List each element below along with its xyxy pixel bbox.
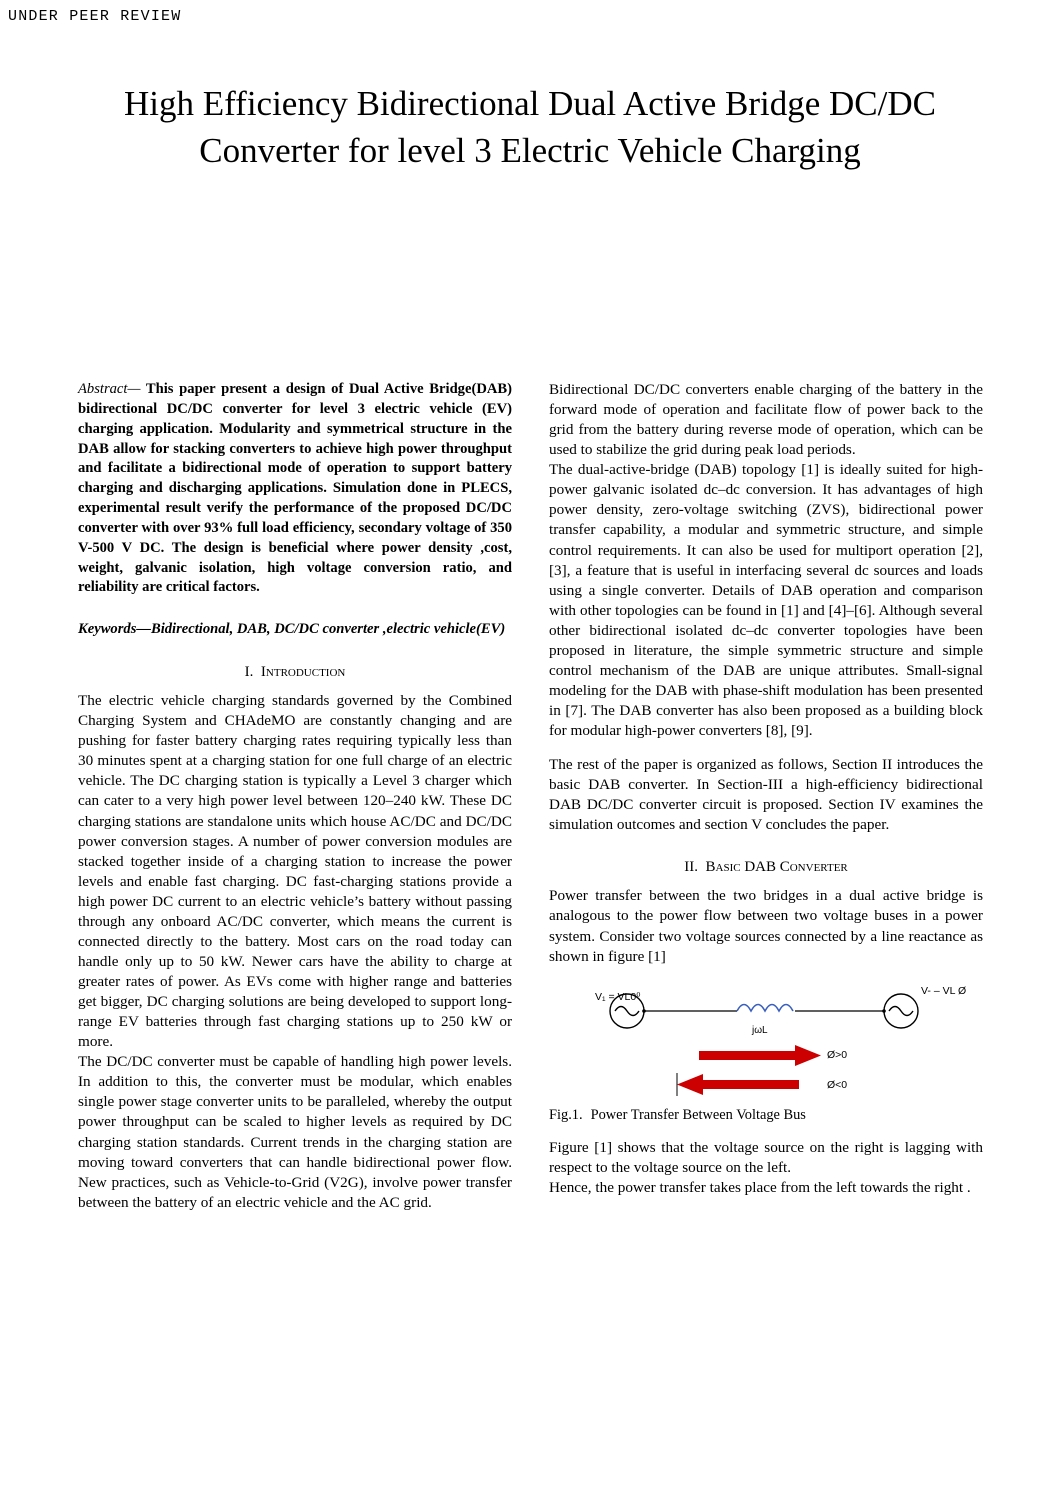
section-title: Basic DAB Converter [705,859,848,876]
right-paragraph-2: The dual-active-bridge (DAB) topology [1] is ideally suited for high-power galvanic isolated dc–dc conversion. It has advantages of high power density, zero-voltage switching (ZVS), bidirectional power transfer capability, a modular and symmetric structure, and simple control requirements. It can also be used for multiport operation [2], [3], a feature that is useful in interfacing several dc sources and loads using a single converter. Details of DAB operation and comparison with other topologies can be found in [1] and [4]–[6]. Although several other bidirectional isolated dc–dc converter topologies have been proposed in literature, the simple symmetric structure and simple control mechanism of the DAB are unique attributes. Small-signal modeling for the DAB with phase-shift modulation has been presented in [7]. The DAB converter has also been proposed as a building block for modular high-power converters [8], [9]. [549,461,983,740]
left-sine-symbol-icon [615,1006,639,1015]
abstract-lead: Abstract— [78,381,141,397]
intro-paragraph-2: The DC/DC converter must be capable of handling high power levels. In addition to this, the converter must be modular, which enables single power stage converter units to be paralleled, whereby the output power throughput can be scaled to higher levels as required by DC charging station standards. Current trends in the charging station are moving toward converters that can handle bidirectional power flow. New practices, such as Vehicle-to-Grid (V2G), involve power transfer between the battery of an electric vehicle and the AC grid. [78,1053,512,1211]
forward-power-arrow [699,1045,821,1066]
peer-review-stamp: UNDER PEER REVIEW [8,8,182,25]
left-column [78,380,512,1213]
abstract-text: This paper present a design of Dual Active Bridge(DAB) bidirectional DC/DC converter for level 3 electric vehicle (EV) charging application. Modularity and symmetrical structure in the DAB allow for stacking converters to achieve high power throughput and facilitate a bidirectional mode of operation to support battery charging and discharging applications. Simulation done in PLECS, experimental result verify the performance of the proposed DC/DC converter with over 93% full load efficiency, secondary voltage of 350 V-500 V DC. The design is beneficial where power density ,cost, weight, galvanic isolation, high voltage conversion ratio, and reliability are critical factors. [78,381,512,596]
section-title: Introduction [260,664,346,681]
intro-paragraph-1: The electric vehicle charging standards governed by the Combined Charging System and CHAdeMO are constantly changing and are pushing for faster battery charging rates requiring typically less than 30 minutes spent at a charging station for one full charge of an electric vehicle. The DC charging station is typically a Level 3 charger which can cater to a very high power level between 120–240 kW. These DC charging stations are standalone units which house AC/DC and DC/DC power conversion stages. A number of power conversion modules are stacked together inside of a charging station to increase the power levels and enable fast charging. DC fast-charging stations provide a high power DC current to an electric vehicle’s battery without passing through any onboard AC/DC converter, which means the current is connected directly to the battery. Most cars on the road today can handle only up to 50 kW. Newer cars have the ability to charge at greater rates of power. As EVs come with higher range and batteries get bigger, DC charging solutions are being developed to support long-range EV batteries through fast charging stations up to 250 kW or more. [78,692,512,1051]
right-column [549,380,983,1213]
figure-1-reverse-arrow-label: Ø<0 [827,1078,848,1091]
section-number: II. [684,859,698,876]
reverse-power-arrow [677,1074,799,1095]
dab-paragraph-2: Figure [1] shows that the voltage source on the right is lagging with respect to the voltage source on the left. [549,1138,983,1176]
section-number: I. [244,664,254,681]
keywords-line: Keywords—Bidirectional, DAB, DC/DC converter ,electric vehicle(EV) [78,621,506,638]
dab-paragraph-1: Power transfer between the two bridges in a dual active bridge is analogous to the power flow between two voltage buses in a power system. Consider two voltage sources connected by a line reactance as shown in figure [1] [549,887,983,965]
figure-1-left-source-label: V₁ = VL0⁰ [595,990,641,1003]
figure-1-caption [549,1107,983,1124]
page-title: High Efficiency Bidirectional Dual Active Bridge DC/DC Converter for level 3 Electric Vehicle Charging [124,84,936,170]
right-sine-symbol-icon [889,1006,913,1015]
node-dot-left [642,1009,646,1013]
right-paragraph-3: The rest of the paper is organized as follows, Section II introduces the basic DAB converter. In Section-III a high-efficiency bidirectional DAB DC/DC converter circuit is proposed. Section IV examines the simulation outcomes and section V concludes the paper. [549,756,983,834]
abstract-paragraph [78,380,512,598]
figure-1-caption-label: Fig.1. [549,1106,583,1123]
dab-paragraph-3: Hence, the power transfer takes place from the left towards the right . [549,1178,971,1196]
figure-1-caption-text: Power Transfer Between Voltage Bus [590,1106,806,1123]
right-paragraph-1: Bidirectional DC/DC converters enable charging of the battery in the forward mode of operation and facilitate flow of power back to the grid from the battery during reverse mode of operation, which can be used to stabilize the grid during peak load periods. [549,381,983,459]
inductor-icon [737,1004,793,1011]
figure-spacer [549,1124,983,1138]
node-dot-right [882,1009,886,1013]
figure-1 [549,983,983,1101]
figure-1-reactance-label: jωL [752,1024,768,1036]
two-column-body [78,380,983,1213]
section-heading-introduction [78,664,512,681]
paragraph-spacer [549,741,983,755]
figure-1-right-source-label: V- – VL Ø [921,984,967,997]
section-heading-basic-dab [549,859,983,876]
figure-1-forward-arrow-label: Ø>0 [827,1048,848,1061]
